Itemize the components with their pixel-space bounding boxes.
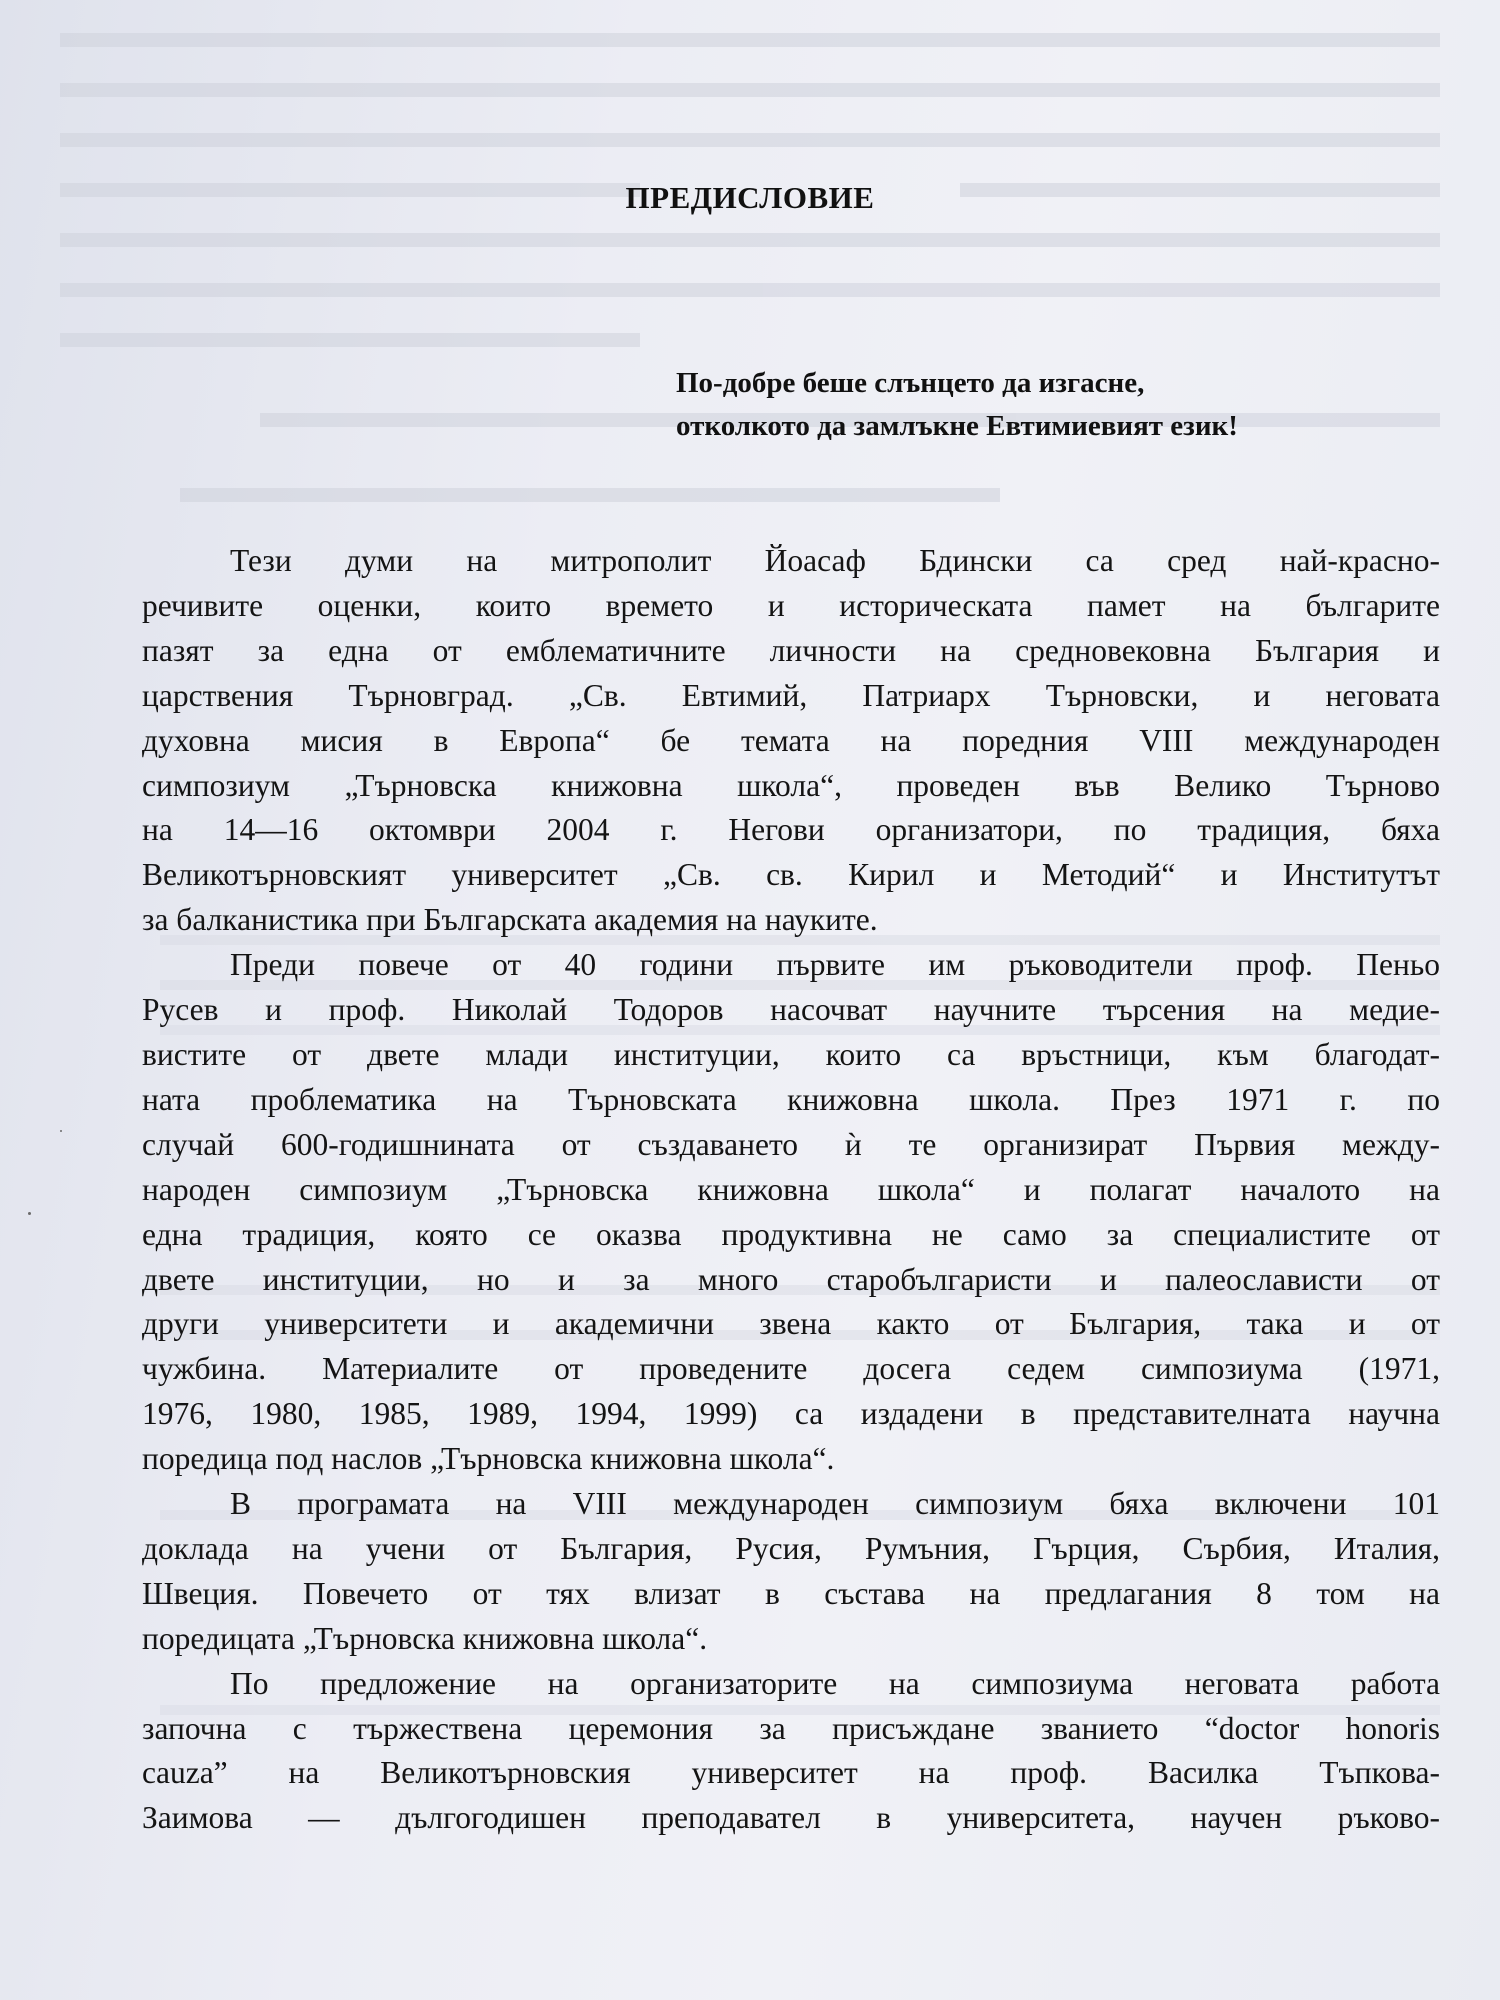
text-line: двете институции, но и за много старобългаристи и палеослависти от	[142, 1261, 1440, 1297]
paper-speck	[60, 1130, 62, 1132]
text-line: случай 600-годишнината от създаването ѝ те организират Първия между-	[142, 1126, 1440, 1162]
text-line: поредица под наслов „Търновска книжовна школа“.	[142, 1441, 835, 1477]
text-line: чужбина. Материалите от проведените досега седем симпозиума (1971,	[142, 1351, 1440, 1387]
text-line: поредицата „Търновска книжовна школа“.	[142, 1620, 708, 1656]
text-line: други университети и академични звена както от България, така и от	[142, 1306, 1440, 1342]
text-line: симпозиум „Търновска книжовна школа“, проведен във Велико Търново	[142, 767, 1440, 803]
text-line: на 14—16 октомври 2004 г. Негови организатори, по традиция, бяха	[142, 812, 1440, 848]
text-line: Русев и проф. Николай Тодоров насочват научните търсения на медие-	[142, 992, 1440, 1028]
text-line: Великотърновският университет „Св. св. Кирил и Методий“ и Институтът	[142, 857, 1440, 893]
text-line: Заимова — дългогодишен преподавател в университета, научен ръково-	[142, 1800, 1440, 1836]
text-line: царствения Търновград. „Св. Евтимий, Патриарх Търновски, и неговата	[142, 677, 1440, 713]
text-line: В програмата на VIII международен симпозиум бяха включени 101	[230, 1486, 1440, 1522]
text-line: една традиция, която се оказва продуктивна не само за специалистите от	[142, 1216, 1440, 1252]
epigraph	[676, 362, 1238, 448]
text-line: Швеция. Повечето от тях влизат в състава на предлагания 8 том на	[142, 1575, 1440, 1611]
epigraph-line: По-добре беше слънцето да изгасне,	[676, 367, 1145, 399]
body-text	[142, 539, 1440, 1841]
epigraph-line: отколкото да замлъкне Евтимиевият език!	[676, 410, 1238, 442]
text-line: Преди повече от 40 години първите им ръководители проф. Пеньо	[230, 947, 1440, 983]
text-line: cauza” на Великотърновския университет на проф. Василка Тъпкова-	[142, 1755, 1440, 1791]
text-line: ната проблематика на Търновската книжовна школа. През 1971 г. по	[142, 1081, 1440, 1117]
text-line: пазят за една от емблематичните личности на средновековна България и	[142, 632, 1440, 668]
text-line: започна с тържествена церемония за присъждане званието “doctor honoris	[142, 1710, 1440, 1746]
text-line: духовна мисия в Европа“ бе темата на поредния VIII международен	[142, 722, 1440, 758]
page-title: ПРЕДИСЛОВИЕ	[625, 180, 875, 215]
text-line: 1976, 1980, 1985, 1989, 1994, 1999) са издадени в представителната научна	[142, 1396, 1440, 1432]
text-line: речивите оценки, които времето и историческата памет на българите	[142, 587, 1440, 623]
text-line: за балканистика при Българската академия на науките.	[142, 902, 878, 938]
paper-speck	[28, 1212, 31, 1215]
text-line: народен симпозиум „Търновска книжовна школа“ и полагат началото на	[142, 1171, 1440, 1207]
text-line: доклада на учени от България, Русия, Румъния, Гърция, Сърбия, Италия,	[142, 1530, 1440, 1566]
text-line: По предложение на организаторите на симпозиума неговата работа	[230, 1665, 1440, 1701]
text-line: вистите от двете млади институции, които са връстници, към благодат-	[142, 1036, 1440, 1072]
text-line: Тези думи на митрополит Йоасаф Бдински са сред най-красно-	[230, 543, 1440, 578]
